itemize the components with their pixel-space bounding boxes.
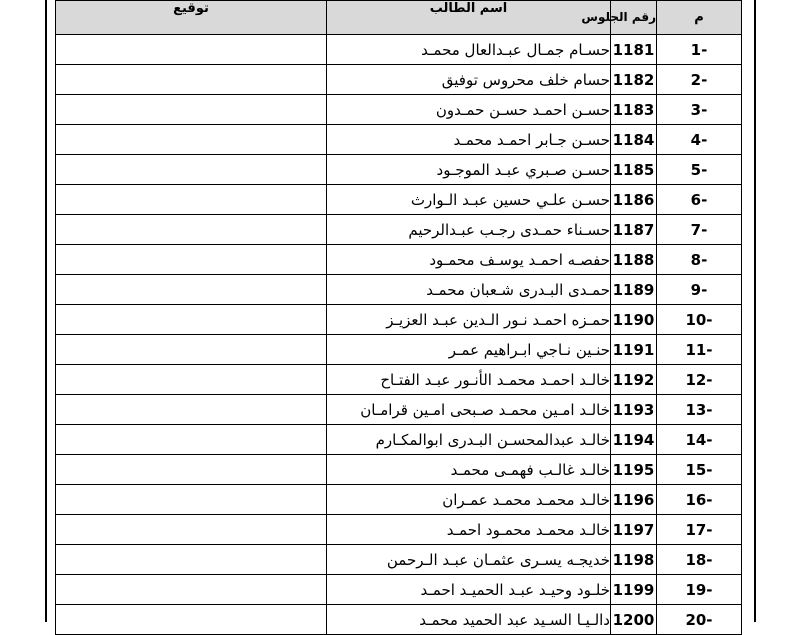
row-index: 9- xyxy=(657,275,742,305)
student-name: حسـام جمـال عبـدالعال محمـد xyxy=(327,35,611,65)
seat-number: 1195 xyxy=(611,455,657,485)
table-row xyxy=(56,155,742,185)
table-row xyxy=(56,605,742,635)
seat-number: 1187 xyxy=(611,215,657,245)
student-name: خلـود وحيـد عبـد الحميـد احمـد xyxy=(327,575,611,605)
signature-cell[interactable] xyxy=(56,605,327,635)
table-row xyxy=(56,245,742,275)
header-seat-number: رقم الجلوس xyxy=(611,1,657,35)
seat-number: 1183 xyxy=(611,95,657,125)
student-name: حسـن احمـد حسـن حمـدون xyxy=(327,95,611,125)
signature-cell[interactable] xyxy=(56,485,327,515)
seat-number: 1186 xyxy=(611,185,657,215)
row-index: 5- xyxy=(657,155,742,185)
row-index: 11- xyxy=(657,335,742,365)
student-name: حسـن جـابر احمـد محمـد xyxy=(327,125,611,155)
table-row xyxy=(56,545,742,575)
signature-cell[interactable] xyxy=(56,245,327,275)
table-row xyxy=(56,185,742,215)
table-row xyxy=(56,125,742,155)
row-index: 10- xyxy=(657,305,742,335)
student-name: حنـين نـاجي ابـراهيم عمـر xyxy=(327,335,611,365)
row-index: 15- xyxy=(657,455,742,485)
row-index: 7- xyxy=(657,215,742,245)
student-name: خالـد غالـب فهمـى محمـد xyxy=(327,455,611,485)
signature-cell[interactable] xyxy=(56,395,327,425)
signature-cell[interactable] xyxy=(56,95,327,125)
seat-number: 1199 xyxy=(611,575,657,605)
signature-cell[interactable] xyxy=(56,215,327,245)
seat-number: 1197 xyxy=(611,515,657,545)
table-row xyxy=(56,395,742,425)
seat-number: 1190 xyxy=(611,305,657,335)
signature-cell[interactable] xyxy=(56,455,327,485)
signature-cell[interactable] xyxy=(56,125,327,155)
signature-cell[interactable] xyxy=(56,185,327,215)
seat-number: 1198 xyxy=(611,545,657,575)
table-row xyxy=(56,215,742,245)
student-name: دالـيـا السـيد عبد الحميد محمـد xyxy=(327,605,611,635)
seat-number: 1200 xyxy=(611,605,657,635)
signature-cell[interactable] xyxy=(56,575,327,605)
row-index: 17- xyxy=(657,515,742,545)
table-row xyxy=(56,335,742,365)
signature-cell[interactable] xyxy=(56,545,327,575)
student-name: حسام خلف محروس توفيق xyxy=(327,65,611,95)
seat-number: 1196 xyxy=(611,485,657,515)
row-index: 3- xyxy=(657,95,742,125)
table-header-row xyxy=(56,1,742,35)
seat-number: 1192 xyxy=(611,365,657,395)
row-index: 2- xyxy=(657,65,742,95)
row-index: 6- xyxy=(657,185,742,215)
student-name: خالـد امـين محمـد صـبحى امـين قرامـان xyxy=(327,395,611,425)
seat-number: 1182 xyxy=(611,65,657,95)
header-signature: توقيع xyxy=(56,1,327,35)
seat-number: 1194 xyxy=(611,425,657,455)
table-row xyxy=(56,515,742,545)
student-name: خديجـه يسـرى عثمـان عبـد الـرحمن xyxy=(327,545,611,575)
table-row xyxy=(56,35,742,65)
row-index: 4- xyxy=(657,125,742,155)
table-row xyxy=(56,575,742,605)
header-student-name: اسم الطالب xyxy=(327,1,611,35)
student-name: حسـناء حمـدى رجـب عبـدالرحيم xyxy=(327,215,611,245)
student-name: حسـن علـي حسين عبـد الـوارث xyxy=(327,185,611,215)
signature-cell[interactable] xyxy=(56,305,327,335)
student-name: خالـد محمـد محمـد عمـران xyxy=(327,485,611,515)
row-index: 13- xyxy=(657,395,742,425)
table-row xyxy=(56,275,742,305)
row-index: 1- xyxy=(657,35,742,65)
seat-number: 1193 xyxy=(611,395,657,425)
signature-cell[interactable] xyxy=(56,335,327,365)
student-name: حمـزه احمـد نـور الـدين عبـد العزيـز xyxy=(327,305,611,335)
student-name: خالـد عبدالمحسـن البـدرى ابوالمكـارم xyxy=(327,425,611,455)
table-row xyxy=(56,65,742,95)
table-row xyxy=(56,425,742,455)
table-row xyxy=(56,485,742,515)
seat-number: 1191 xyxy=(611,335,657,365)
seat-number: 1184 xyxy=(611,125,657,155)
signature-cell[interactable] xyxy=(56,365,327,395)
header-index: م xyxy=(657,1,742,35)
signature-cell[interactable] xyxy=(56,275,327,305)
signature-cell[interactable] xyxy=(56,35,327,65)
seat-number: 1185 xyxy=(611,155,657,185)
student-name: حسـن صـبري عبـد الموجـود xyxy=(327,155,611,185)
seat-number: 1189 xyxy=(611,275,657,305)
student-name: حفصـه احمـد يوسـف محمـود xyxy=(327,245,611,275)
table-row xyxy=(56,95,742,125)
signature-cell[interactable] xyxy=(56,155,327,185)
row-index: 18- xyxy=(657,545,742,575)
table-row xyxy=(56,455,742,485)
row-index: 8- xyxy=(657,245,742,275)
row-index: 12- xyxy=(657,365,742,395)
row-index: 16- xyxy=(657,485,742,515)
row-index: 20- xyxy=(657,605,742,635)
table-row xyxy=(56,305,742,335)
row-index: 14- xyxy=(657,425,742,455)
student-name: خالـد احمـد محمـد الأنـور عبـد الفتـاح xyxy=(327,365,611,395)
signature-cell[interactable] xyxy=(56,515,327,545)
table-row xyxy=(56,365,742,395)
signature-cell[interactable] xyxy=(56,425,327,455)
seat-number: 1188 xyxy=(611,245,657,275)
student-name: خالـد محمـد محمـود احمـد xyxy=(327,515,611,545)
attendance-table xyxy=(55,0,742,635)
seat-number: 1181 xyxy=(611,35,657,65)
student-name: حمـدى البـدرى شـعبان محمـد xyxy=(327,275,611,305)
row-index: 19- xyxy=(657,575,742,605)
signature-cell[interactable] xyxy=(56,65,327,95)
